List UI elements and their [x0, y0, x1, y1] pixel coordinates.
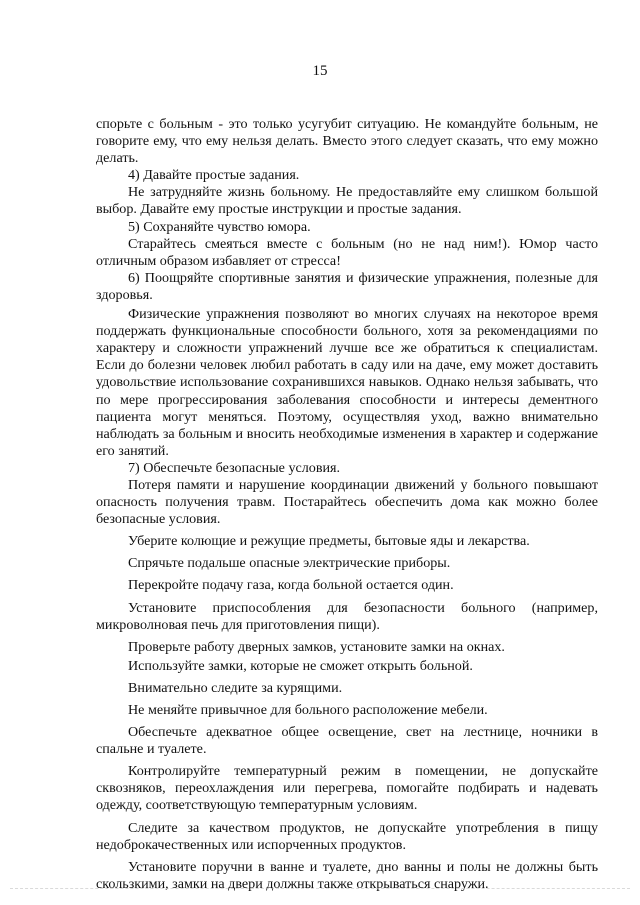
- list-item: Следите за качеством продуктов, не допускайте употребления в пищу недоброкачественных или испорченных продуктов.: [96, 819, 598, 853]
- list-item: Установите приспособления для безопасности больного (например, микроволновая печь для приготовления пищи).: [96, 599, 598, 633]
- paragraph: Потеря памяти и нарушение координации движений у больного повышают опасность получения травм. Постарайтесь обеспечить дома как можно более безопасные условия.: [96, 476, 598, 528]
- paragraph-heading-5: 5) Сохраняйте чувство юмора.: [128, 218, 311, 235]
- list-item: Перекройте подачу газа, когда больной остается один.: [128, 577, 454, 594]
- paragraph: Старайтесь смеяться вместе с больным (но не над ним!). Юмор часто отличным образом избавляет от стресса!: [96, 235, 598, 269]
- list-item: Внимательно следите за курящими.: [128, 679, 343, 696]
- list-item: Спрячьте подальше опасные электрические приборы.: [128, 555, 451, 572]
- list-item: Установите поручни в ванне и туалете, дно ванны и полы не должны быть скользкими, замки на двери должны также открываться снаружи.: [96, 858, 598, 892]
- list-item: Проверьте работу дверных замков, установите замки на окнах.: [128, 638, 505, 655]
- paragraph-continuation: спорьте с больным - это только усугубит ситуацию. Не командуйте больным, не говорите ему, что ему нельзя делать. Вместо этого следует сказать, что ему можно делать.: [96, 116, 598, 167]
- paragraph-heading-7: 7) Обеспечьте безопасные условия.: [128, 459, 341, 476]
- list-item: Не меняйте привычное для больного расположение мебели.: [128, 702, 488, 718]
- list-item: Используйте замки, которые не сможет открыть больной.: [128, 657, 473, 674]
- list-item: Уберите колющие и режущие предметы, бытовые яды и лекарства.: [128, 533, 530, 550]
- list-item: Обеспечьте адекватное общее освещение, свет на лестнице, ночники в спальне и туалете.: [96, 724, 598, 758]
- list-item: Контролируйте температурный режим в помещении, не допускайте сквозняков, переохлаждения или перегрева, помогайте подбирать и надевать одежду, соответствующую температурным условиям.: [96, 763, 598, 814]
- scan-edge-line: [10, 888, 630, 889]
- paragraph: Физические упражнения позволяют во многих случаях на некоторое время поддержать функциональные способности больного, хотя за рекомендациями по характеру и сложности упражнений лучше все же обратиться к специалистам. Если до болезни человек любил работать в саду или на даче, ему может доставить удовольствие использование сохранившихся навыков. Однако нельзя забывать, что по мере прогрессирования заболевания способности и интересы дементного пациента могут меняться. Поэтому, осуществляя уход, важно внимательно наблюдать за больным и вносить необходимые изменения в характер и содержание его занятий.: [96, 306, 598, 459]
- paragraph-heading-4: 4) Давайте простые задания.: [128, 167, 300, 184]
- paragraph: Не затрудняйте жизнь больному. Не предоставляйте ему слишком большой выбор. Давайте ему простые инструкции и простые задания.: [96, 184, 598, 218]
- document-body: [96, 116, 598, 893]
- paragraph-heading-6: 6) Поощряйте спортивные занятия и физические упражнения, полезные для здоровья.: [96, 269, 598, 303]
- page-number: 15: [312, 63, 328, 79]
